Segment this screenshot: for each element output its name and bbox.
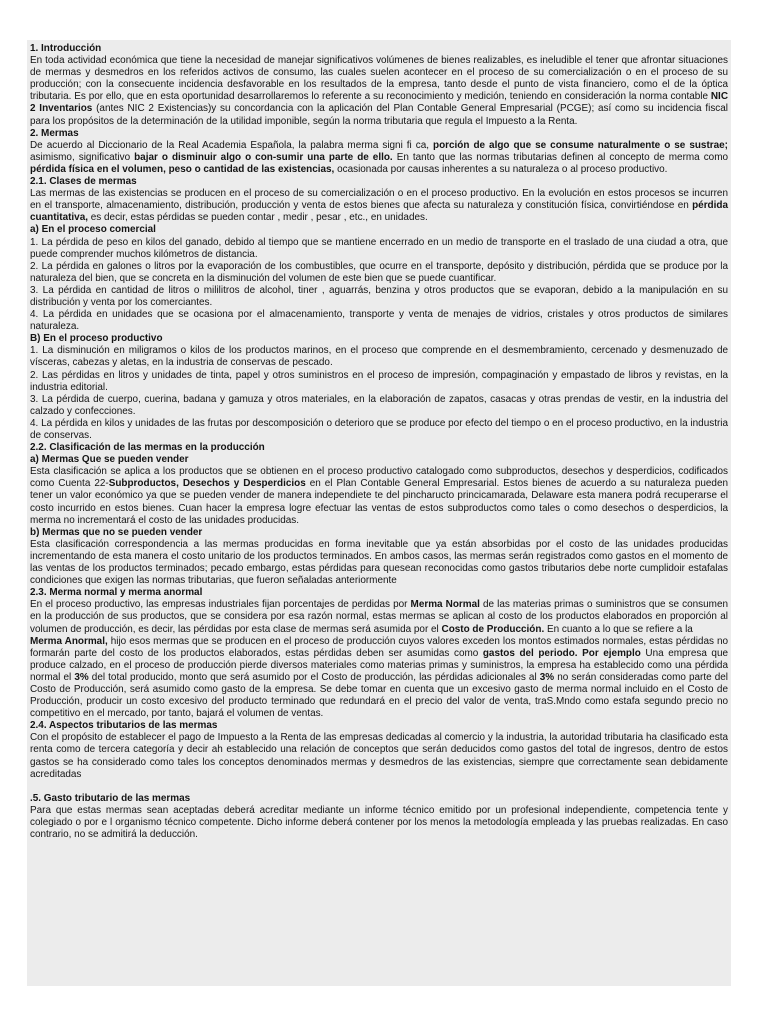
bold-text-run: bajar o disminuir algo o con-sumir una parte de ello.	[134, 151, 393, 163]
text-run: (antes NIC 2 Existencias)y su concordancia con la aplicación del Plan Contable General Empresarial (PCGE); así como su incidencia fiscal para los propósitos de la determinación de la utilidad imponible, según la norma tributaria que regula el Impuesto a la Renta.	[30, 103, 728, 127]
paragraph	[30, 466, 728, 526]
section-heading: 1. Introducción	[30, 43, 102, 54]
bold-text-run: pérdida física en el volumen, peso o cantidad de las existencias,	[30, 163, 335, 175]
paragraph	[30, 394, 728, 418]
section-heading: a) Mermas Que se pueden vender	[30, 454, 189, 466]
section-heading: B) En el proceso productivo	[30, 333, 163, 345]
text-run: del total producido, monto que será asumido por el Costo de producción, las pérdidas adicionales al	[88, 671, 540, 683]
paragraph	[30, 237, 728, 261]
text-run: En cuanto a lo que se refiere a la	[544, 623, 693, 635]
bold-text-run: 3%	[74, 671, 89, 683]
text-run: En tanto que las normas tributarias definen al concepto de merma como	[392, 151, 728, 163]
text-run: 2. La pérdida en galones o litros por la evaporación de los combustibles, que ocurre en el transporte, depósito y distribución, pérdida que se produce por la naturaleza del bien, que se concreta en la disminución del volumen de este bien que se puede cuantificar.	[30, 260, 728, 284]
text-run: ocasionada por causas inherentes a su naturaleza o al proceso productivo.	[334, 163, 668, 175]
blank-line	[30, 781, 728, 793]
text-run: hijo esos mermas que se producen en el proceso de producción cuyos valores exceden los montos estimados normales, estas pérdidas no formarán parte del costo de los productos elaborados, estas pérdidas deben ser asumidas como	[30, 635, 728, 659]
section-heading: 2.4. Aspectos tributarios de las mermas	[30, 720, 218, 732]
text-run: 1. La disminución en miligramos o kilos de los productos marinos, en el proceso que comprende en el desmembramiento, cercenado y desmenuzado de vísceras, cabezas y aletas, en la industria de conservas de pescado.	[30, 345, 728, 369]
paragraph	[30, 732, 728, 780]
section-heading: 2. Mermas	[30, 127, 79, 139]
text-run: Para que estas mermas sean aceptadas deberá acreditar mediante un informe técnico emitido por un profesional independiente, competencia tente y colegiado o por e l organismo técnico competente. Dicho informe deberá contener por los menos la metodología empleada y las pruebas realizadas. En caso contrario, no se admitirá la deducción.	[30, 804, 728, 840]
text-run: asimismo, significativo	[30, 151, 135, 163]
paragraph	[30, 345, 728, 369]
bold-text-run: gastos del periodo. Por ejemplo	[482, 647, 641, 659]
bold-text-run: porción de algo que se consume naturalmente o se sustrae;	[433, 139, 728, 151]
text-run: En el proceso productivo, las empresas industriales fijan porcentajes de perdidas por	[30, 599, 411, 611]
paragraph	[30, 418, 728, 442]
bold-text-run: 3%	[539, 671, 555, 683]
bold-text-run: pérdida cuantitativa,	[30, 200, 728, 224]
paragraph	[30, 599, 728, 635]
paragraph	[30, 636, 728, 721]
text-run: 4. La pérdida en unidades que se ocasiona por el almacenamiento, transporte y venta de menajes de vidrios, cristales y otros productos de similares naturaleza.	[30, 309, 728, 333]
text-run: De acuerdo al Diccionario de la Real Academia Española, la palabra merma signi fi ca,	[30, 139, 434, 151]
bold-text-run: Subproductos, Desechos y Desperdicios	[108, 478, 306, 490]
section-heading: a) En el proceso comercial	[30, 224, 156, 236]
paragraph	[30, 370, 728, 394]
text-run: Una empresa que produce calzado, en el proceso de producción pierde diversos materiales como materias primas y suministros, la empresa ha establecido como una pérdida normal el	[30, 647, 729, 683]
text-run: 4. La pérdida en kilos y unidades de las frutas por descomposición o deterioro que se produce por efecto del tiempo o en el proceso productivo, en la industria de conservas.	[30, 417, 728, 441]
text-run: Con el propósito de establecer el pago de Impuesto a la Renta de las empresas dedicadas al comercio y la industria, la autoridad tributaria ha clasificado esta renta como de tercera categoría y decir ah establecido una relación de conceptos que serán deducidos como gastos del total de ingresos, dentro de estos gastos se ha considerado como tales los conceptos denominados mermas y desmedros de las existencias, siempre que correctamente sean debidamente acreditadas	[30, 732, 728, 780]
text-run: Las mermas de las existencias se producen en el proceso de su comercialización o en el proceso productivo. En la evolución en estos procesos se incurren en el transporte, almacenamiento, distribución, producción y venta de estos bienes que afecta su naturaleza y constitución física, convirtiéndose en	[30, 188, 728, 212]
paragraph	[30, 805, 728, 841]
section-heading: 2.1. Clases de mermas	[30, 176, 137, 188]
bold-text-run: Costo de Producción.	[441, 623, 545, 635]
paragraph	[30, 188, 728, 224]
bold-text-run: Merma Anormal,	[30, 635, 108, 647]
text-run: no serán consideradas como parte del Costo de Producción, será asumido como gasto de la empresa. Se debe tomar en cuenta que un excesivo gasto de merma normal incluido en el Costo de Producción, producir un costo excesivo del producto terminado que redundará en el precio del valor de venta, traS.Mndo como estafa segundo precio no competitivo en el mercado, por tanto, bajará el volumen de ventas.	[30, 671, 728, 720]
text-run: 3. La pérdida en cantidad de litros o mililitros de alcohol, tiner , aguarrás, benzina y otros productos que se evaporan, debido a la manipulación en su distribución y venta por los comerciantes.	[30, 284, 728, 308]
bold-text-run: NIC 2 Inventarios	[30, 91, 728, 115]
document-page	[27, 40, 731, 986]
text-run: de las materias primas o suministros que se consumen en la producción de sus productos, que se considera por esa razón normal, estas mermas se aplican al costo de los productos elaborados en proporción al volumen de producción, es decir, las pérdidas por esta clase de mermas será asumida por el	[30, 599, 728, 635]
section-heading: b) Mermas que no se pueden vender	[30, 526, 203, 538]
paragraph	[30, 309, 728, 333]
text-run: Esta clasificación correspondencia a las mermas producidas en forma inevitable que ya están absorbidas por el costo de las unidades producidas incrementando de esta manera el costo unitario de los productos terminados. En ambos casos, las mermas serán registrados como gastos en el momento de las ventas de los productos terminados; pecado embargo, estas pérdidas para quesean reconocidas como gastos tributarios debe norte cumplidoir estafalas condiciones que exigen las normas tributarias, que fueron señaladas anteriormente	[30, 538, 728, 587]
text-run: En toda actividad económica que tiene la necesidad de manejar significativos volúmenes de bienes realizables, es ineludible el tener que afrontar situaciones de mermas y desmedros en los referidos activos de consumo, las cuales suelen acontecer en el proceso de su comercialización o en el proceso de su producción; con la consecuente incidencia desfavorable en los resultados de la empresa, tanto desde el punto de vista financiero, como el de la óptica tributaria. Es por ello, que en esta oportunidad desarrollaremos lo referente a su reconocimiento y medición, teniendo en consideración la norma contable	[30, 55, 728, 103]
text-run: en el Plan Contable General Empresarial. Estos bienes de acuerdo a su naturaleza pueden tener un valor económico ya que se pueden vender de manera independiete te del pincharucto princicamarada, Delaware esta manera podrá recuperarse el costo incurrido en estos bienes. Cuan hacer la empresa logre efectuar las ventas de estos subproductos como tales o como desechos o desperdicios, la merma no incrementará el costo de las unidades producidas.	[30, 478, 728, 526]
section-heading: .5. Gasto tributario de las mermas	[30, 792, 191, 804]
text-run: es decir, estas pérdidas se pueden contar , medir , pesar , etc., en unidades.	[88, 212, 428, 224]
paragraph	[30, 261, 728, 285]
paragraph	[30, 55, 728, 128]
text-run: 3. La pérdida de cuerpo, cuerina, badana y gamuza y otros materiales, en la elaboración de zapatos, casacas y otras prendas de vestir, en la industria del calzado y confecciones.	[30, 393, 728, 417]
bold-text-run: Merma Normal	[410, 599, 480, 611]
text-run: Esta clasificación se aplica a los productos que se obtienen en el proceso productivo catalogado como subproductos, desechos y desperdicios, codificados como Cuenta 22-	[30, 466, 728, 490]
section-heading: 2.3. Merma normal y merma anormal	[30, 587, 203, 599]
text-run: 2. Las pérdidas en litros y unidades de tinta, papel y otros suministros en el proceso de impresión, compaginación y empastado de libros y revistas, en la industria editorial.	[30, 369, 728, 393]
paragraph	[30, 285, 728, 309]
paragraph	[30, 140, 728, 176]
text-run: 1. La pérdida de peso en kilos del ganado, debido al tiempo que se mantiene encerrado en un medio de transporte en el traslado de una ciudad a otra, que puede comprender muchos kilómetros de distancia.	[30, 236, 728, 260]
paragraph	[30, 539, 728, 587]
section-heading: 2.2. Clasificación de las mermas en la producción	[30, 442, 265, 454]
